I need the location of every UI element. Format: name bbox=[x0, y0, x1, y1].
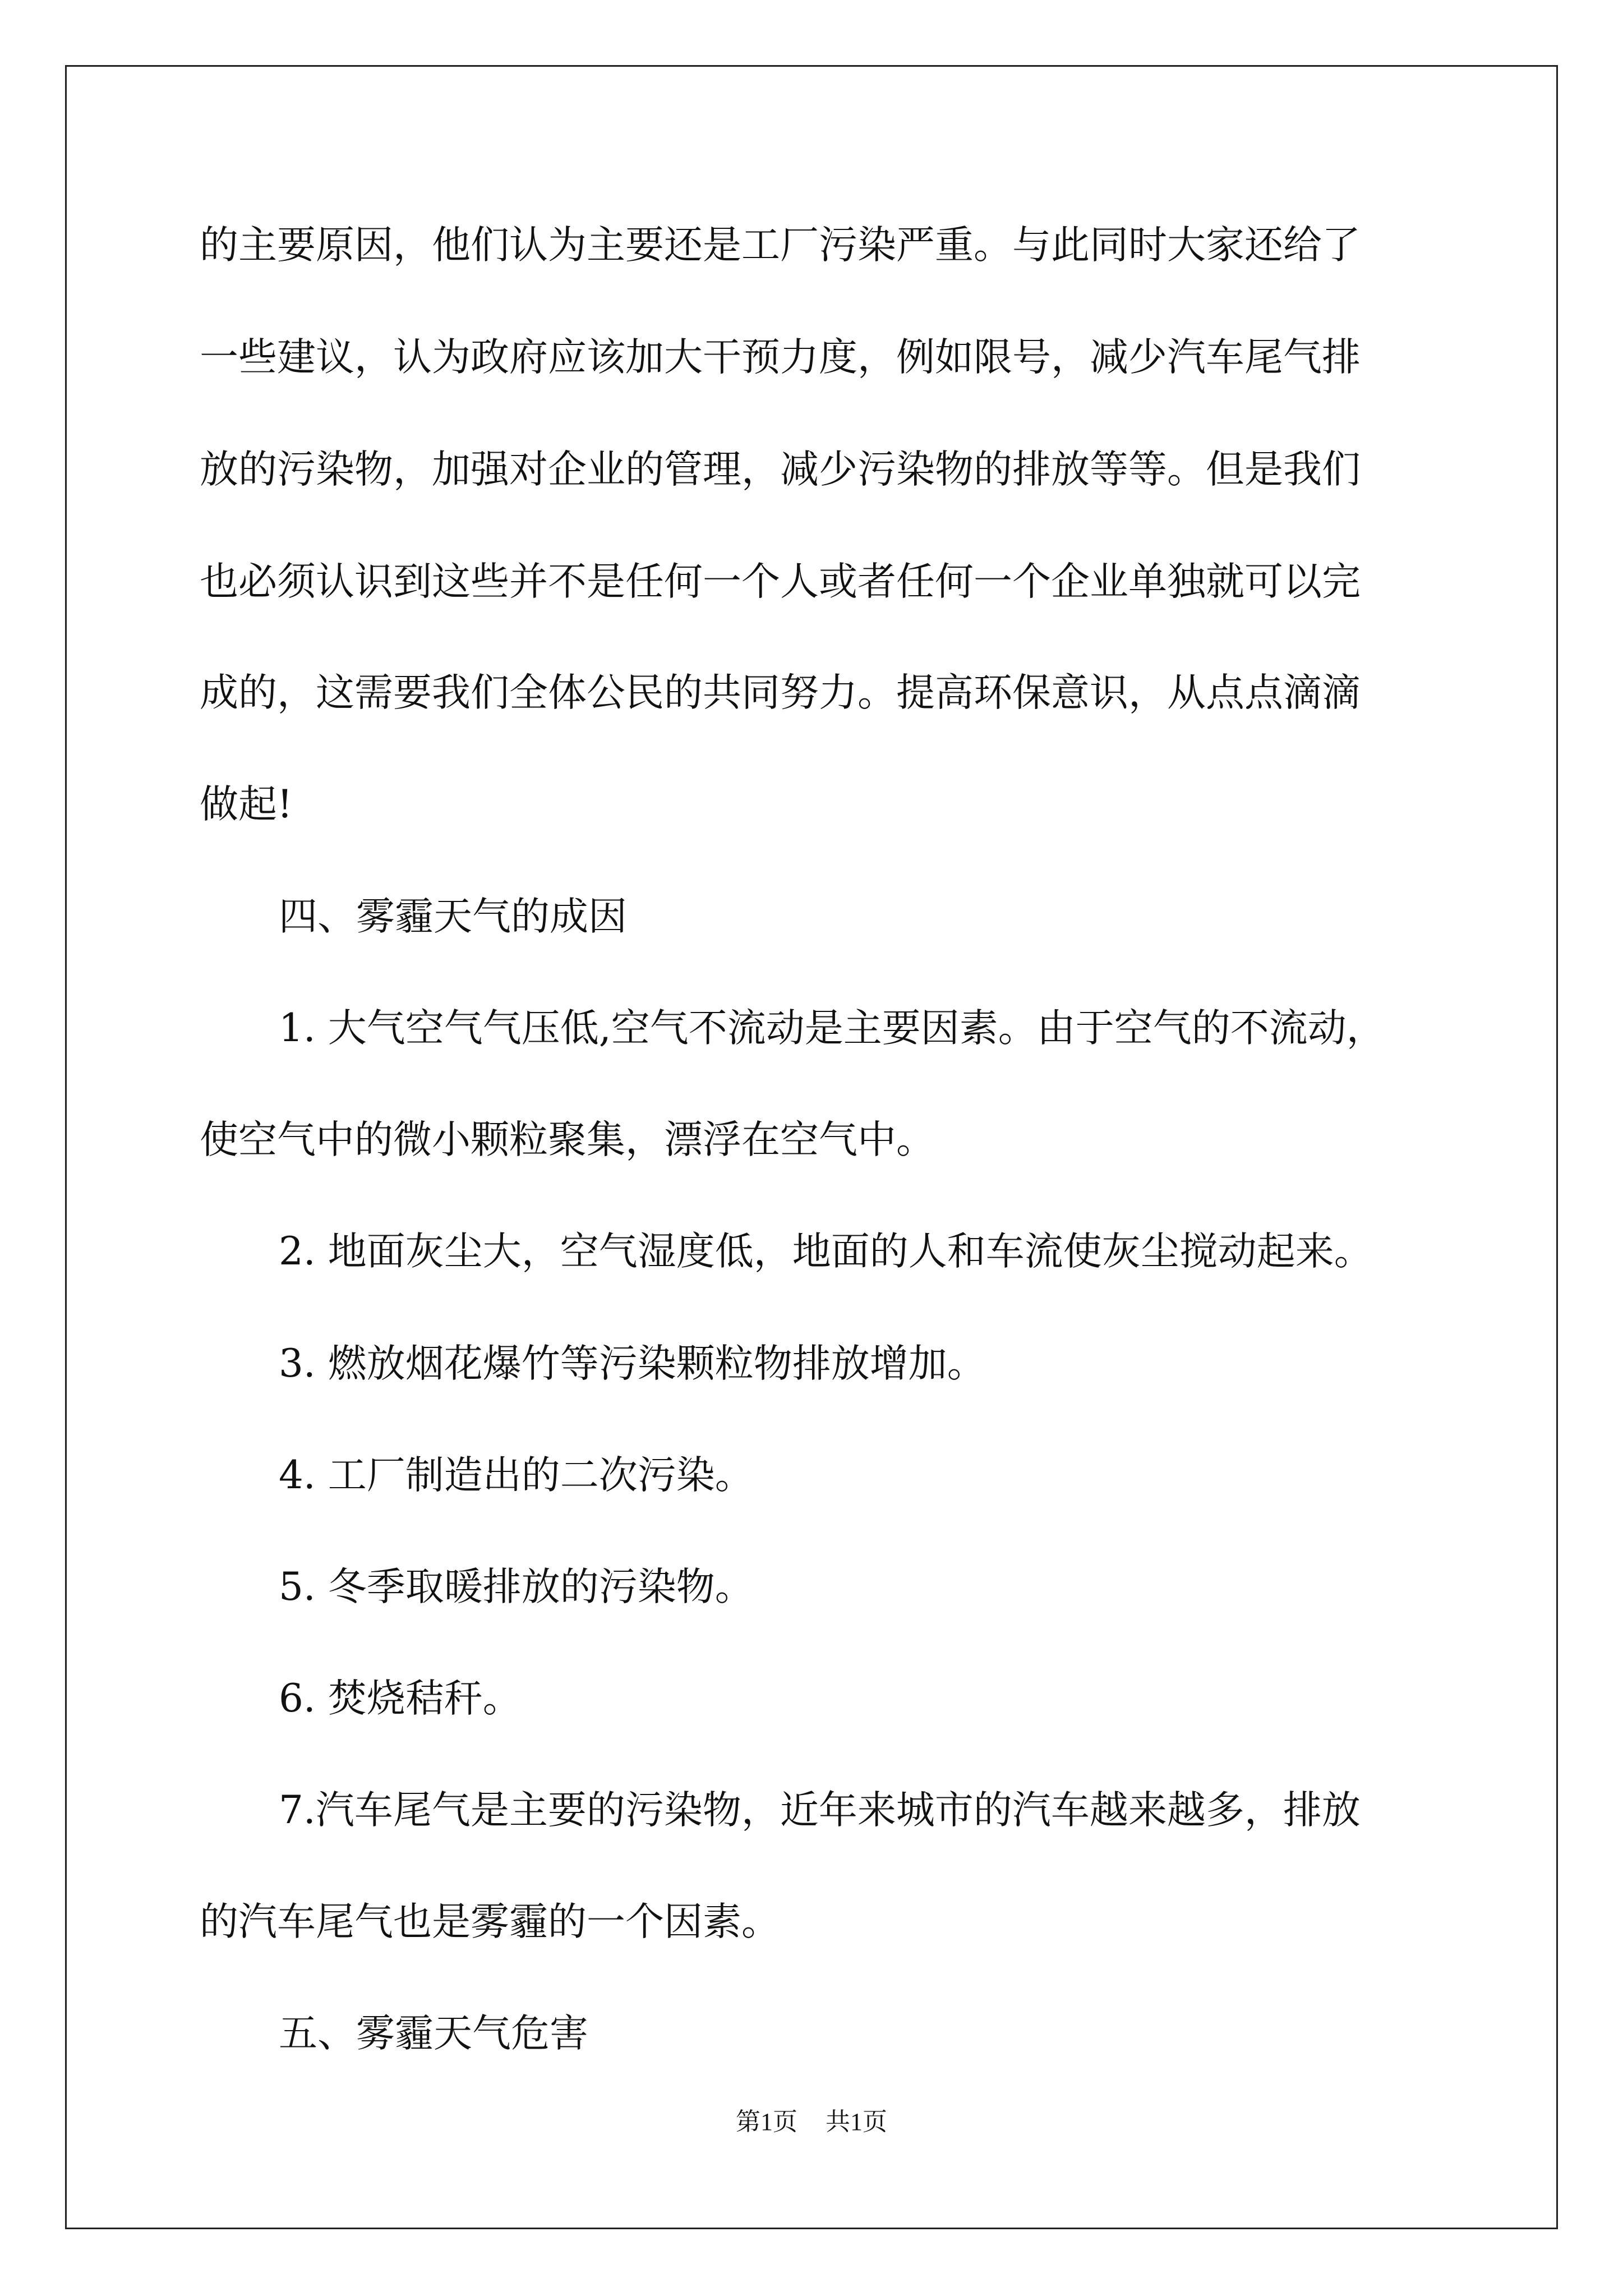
paragraph-line: 做起! bbox=[200, 782, 293, 827]
paragraph-line: 也必须认识到这些并不是任何一个人或者任何一个企业单独就可以完 bbox=[200, 559, 1361, 604]
list-item: 1. 大气空气气压低,空气不流动是主要因素。由于空气的不流动， bbox=[279, 1006, 1385, 1051]
list-item: 6. 焚烧秸秆。 bbox=[279, 1676, 522, 1721]
list-item: 5. 冬季取暖排放的污染物。 bbox=[279, 1565, 754, 1609]
paragraph-line: 使空气中的微小颗粒聚集，漂浮在空气中。 bbox=[200, 1117, 935, 1162]
page-footer bbox=[0, 2108, 1623, 2136]
paragraph-line: 的主要原因，他们认为主要还是工厂污染严重。与此同时大家还给了 bbox=[200, 223, 1361, 268]
list-item: 4. 工厂制造出的二次污染。 bbox=[279, 1453, 754, 1498]
paragraph-line: 放的污染物，加强对企业的管理，减少污染物的排放等等。但是我们 bbox=[200, 447, 1361, 492]
paragraph-line: 成的，这需要我们全体公民的共同努力。提高环保意识，从点点滴滴 bbox=[200, 670, 1361, 715]
list-item: 7.汽车尾气是主要的污染物，近年来城市的汽车越来越多，排放 bbox=[279, 1788, 1361, 1833]
list-item: 3. 燃放烟花爆竹等污染颗粒物排放增加。 bbox=[279, 1341, 986, 1386]
page-total: 共1页 bbox=[826, 2108, 887, 2136]
page-number: 第1页 bbox=[736, 2108, 797, 2136]
section-heading: 五、雾霾天气危害 bbox=[279, 2011, 588, 2056]
paragraph-line: 一些建议，认为政府应该加大干预力度，例如限号，减少汽车尾气排 bbox=[200, 335, 1361, 380]
paragraph-line: 的汽车尾气也是雾霾的一个因素。 bbox=[200, 1899, 780, 1944]
section-heading: 四、雾霾天气的成因 bbox=[279, 894, 627, 939]
list-item: 2. 地面灰尘大，空气湿度低，地面的人和车流使灰尘搅动起来。 bbox=[279, 1229, 1373, 1274]
